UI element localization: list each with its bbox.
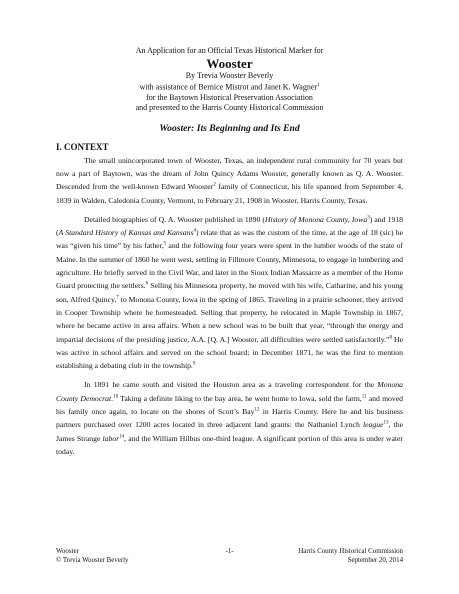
footnote-ref: 6 <box>145 281 149 287</box>
organization-line-2: and presented to the Harris County Historical Commission <box>135 103 324 113</box>
footnote-ref: 13 <box>383 420 389 426</box>
footnote-ref: 11 <box>361 394 367 400</box>
text-run: in Harris County. Here he and his business partners purchased over 1200 acres located in three adjacent land grants: the Nathaniel Lynch <box>56 407 403 430</box>
footer-date: September 20, 2014 <box>347 556 404 564</box>
paragraph-3 <box>56 378 403 458</box>
footer-row-1 <box>56 548 403 557</box>
text-run: , the James Strange <box>56 420 403 443</box>
text-run: family of Connecticut, his life spanned from September 4, 1839 in Walden, Caledonia County, Vermont, to February 21, 1908 in Wooster, Harris County, Texas. <box>56 182 403 205</box>
footnote-ref: 12 <box>254 407 260 413</box>
text-run: Detailed biographies of Q. A. Wooster published in 1890 ( <box>84 214 265 224</box>
footer-row-2 <box>56 557 403 566</box>
footnote-ref: 7 <box>116 295 119 301</box>
text-run: . <box>111 393 114 403</box>
footer-copyright: © Trevia Wooster Beverly <box>56 556 129 564</box>
assistance-text: with assistance of Bernice Mistrot and Janet K. Wagner <box>139 83 318 93</box>
assistance-line <box>56 81 403 93</box>
text-run: Taking a definite liking to the bay area, he went home to Iowa, sold the farm, <box>118 393 362 403</box>
organization-line-1: for the Baytown Historical Preservation Association <box>146 93 313 103</box>
text-run: ) and 1918 ( <box>56 214 403 238</box>
text-run: ) relate that as was the custom of the time, at the age of 18 (sic) he was “given his time” by his father, <box>56 228 403 251</box>
footnote-ref: 1 <box>317 83 320 89</box>
text-run: and moved his family once again, to locate on the shores of Scott’s Bay <box>56 393 404 417</box>
text-run: , and the William Hilbus one-third league. A significant portion of this area is under water today. <box>56 433 403 456</box>
footnote-ref: 10 <box>113 394 119 400</box>
text-run: and the following four years were spent in the lumber woods of the state of Maine. In the summer of 1860 he went west, settling in Fillmore County, Minnesota, to engage in lumbering and agriculture. He briefly served in the Civil War, and later in the Sioux Indian Massacre as a member of the Home Guard protecting the settlers. <box>56 241 403 291</box>
footnote-ref: 8 <box>389 334 392 340</box>
document-title: Wooster <box>206 56 253 72</box>
newspaper-title: Monona County Democrat <box>56 380 403 403</box>
text-run: to Monona County, Iowa in the spring of 1865. Traveling in a prairie schooner, they arrived in Cooper Township where he homesteaded. Selling that property, he relocated in Maple Township in 1867, where he became active in area affairs. When a new school was to be built that year, “through the energy and impartial decisions of the presiding justice, A.A. [Q. A.] Wooster, all difficulties were settled satisfactorily.” <box>56 294 403 344</box>
footnote-ref: 5 <box>163 241 167 247</box>
text-run: Selling his Minnesota property, he moved with his wife, Catharine, and his young son, Alfred Quincy, <box>56 281 404 304</box>
text-run: The small unincorporated town of Wooster, Texas, an independent rural community for 70 years but now a part of Baytown, was the dream of John Quincy Adams Wooster, generally known as Q. A. Wooster. Descended from the well-known Edward Wooster <box>56 155 403 192</box>
italic-term: labor <box>102 433 120 443</box>
text-run: He was active in school affairs and served on the school board; in December 1871, he was the first to mention establishing a debating club in the township. <box>56 334 403 371</box>
book-title: History of Monona County, Iowa <box>265 214 368 224</box>
paragraph-2 <box>56 213 403 373</box>
book-title: A Standard History of Kansas and Kansans <box>58 228 194 238</box>
section-label: I. CONTEXT <box>56 141 109 152</box>
footer-title: Wooster <box>56 548 79 555</box>
footnote-ref: 14 <box>119 434 125 440</box>
footnote-ref: 9 <box>192 361 196 367</box>
section-heading: Wooster: Its Beginning and Its End <box>159 122 300 134</box>
document-header <box>56 46 403 114</box>
footer-commission: Harris County Historical Commission <box>298 548 404 555</box>
italic-term: league <box>363 420 384 430</box>
footnote-ref: 4 <box>193 228 196 234</box>
page-number: -1- <box>225 548 234 555</box>
application-line: An Application for an Official Texas Historical Marker for <box>135 46 324 55</box>
text-run: In 1891 he came south and visited the Houston area as a traveling correspondent for the <box>84 380 378 390</box>
author-line: By Trevia Wooster Beverly <box>185 71 274 81</box>
footnote-ref: 2 <box>213 182 216 188</box>
footer-spacer <box>172 557 288 566</box>
paragraph-1 <box>56 154 403 207</box>
footnote-ref: 3 <box>367 215 370 221</box>
page-footer <box>56 548 403 565</box>
